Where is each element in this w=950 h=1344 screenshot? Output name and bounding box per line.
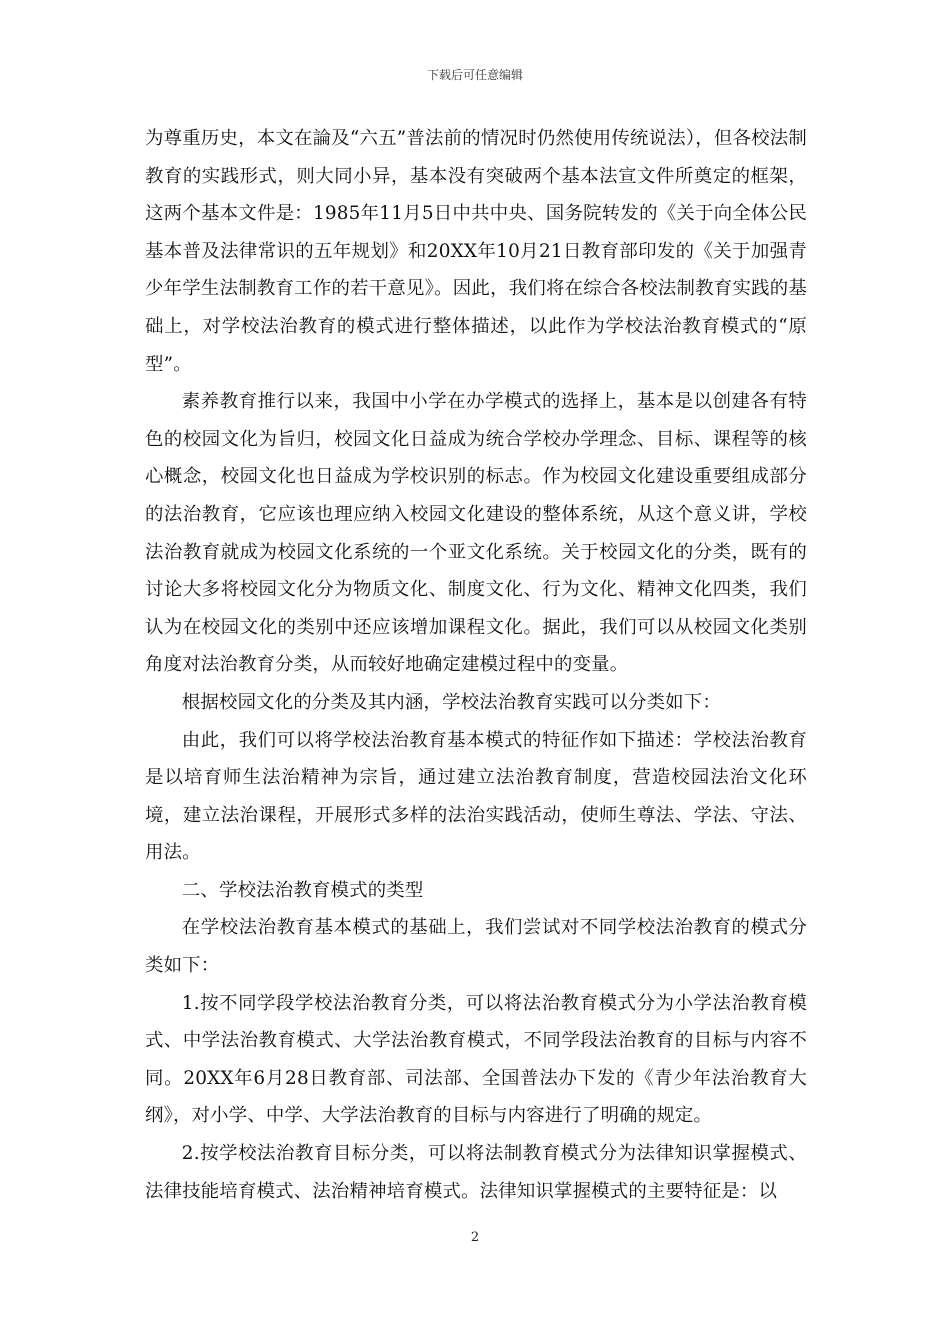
list-item: 1.按不同学段学校法治教育分类，可以将法治教育模式分为小学法治教育模式、中学法治教育模式、大学法治教育模式，不同学段法治教育的目标与内容不同。20XX年6月28日教育部、司法部、全国普法办下发的《青少年法治教育大纲》，对小学、中学、大学法治教育的目标与内容进行了明确的规定。 — [145, 992, 807, 1127]
list-item: 2.按学校法治教育目标分类，可以将法制教育模式分为法律知识掌握模式、法律技能培育模式、法治精神培育模式。法律知识掌握模式的主要特征是：以 — [145, 1143, 807, 1202]
page-header: 下载后可任意编辑 — [426, 68, 523, 82]
paragraph: 为尊重历史，本文在論及“六五”普法前的情况时仍然使用传统说法），但各校法制教育的实践形式，则大同小异，基本没有突破两个基本法宣文件所奠定的框架，这两个基本文件是：1985年11月5日中共中央、国务院转发的《关于向全体公民基本普及法律常识的五年规划》和20XX年10月21日教育部印发的《关于加强青少年学生法制教育工作的若干意见》。因此，我们将在综合各校法制教育实践的基础上，对学校法治教育的模式进行整体描述，以此作为学校法治教育模式的“原型”。 — [145, 128, 807, 375]
paragraph: 由此，我们可以将学校法治教育基本模式的特征作如下描述：学校法治教育是以培育师生法治精神为宗旨，通过建立法治教育制度，营造校园法治文化环境，建立法治课程，开展形式多样的法治实践活动，使师生尊法、学法、守法、用法。 — [145, 729, 807, 864]
paragraph: 素养教育推行以来，我国中小学在办学模式的选择上，基本是以创建各有特色的校园文化为旨归，校园文化日益成为统合学校办学理念、目标、课程等的核心概念，校园文化也日益成为学校识别的标志。作为校园文化建设重要组成部分的法治教育，它应该也理应纳入校园文化建设的整体系统，从这个意义讲，学校法治教育就成为校园文化系统的一个亚文化系统。关于校园文化的分类，既有的讨论大多将校园文化分为物质文化、制度文化、行为文化、精神文化四类，我们认为在校园文化的类别中还应该增加课程文化。据此，我们可以从校园文化类别角度对法治教育分类，从而较好地确定建模过程中的变量。 — [145, 391, 807, 676]
document-body — [145, 120, 807, 1210]
page-number: 2 — [470, 1230, 480, 1245]
section-heading: 二、学校法治教育模式的类型 — [181, 879, 424, 901]
paragraph: 根据校园文化的分类及其内涵，学校法治教育实践可以分类如下： — [181, 691, 721, 713]
paragraph: 在学校法治教育基本模式的基础上，我们尝试对不同学校法治教育的模式分类如下： — [145, 917, 807, 977]
